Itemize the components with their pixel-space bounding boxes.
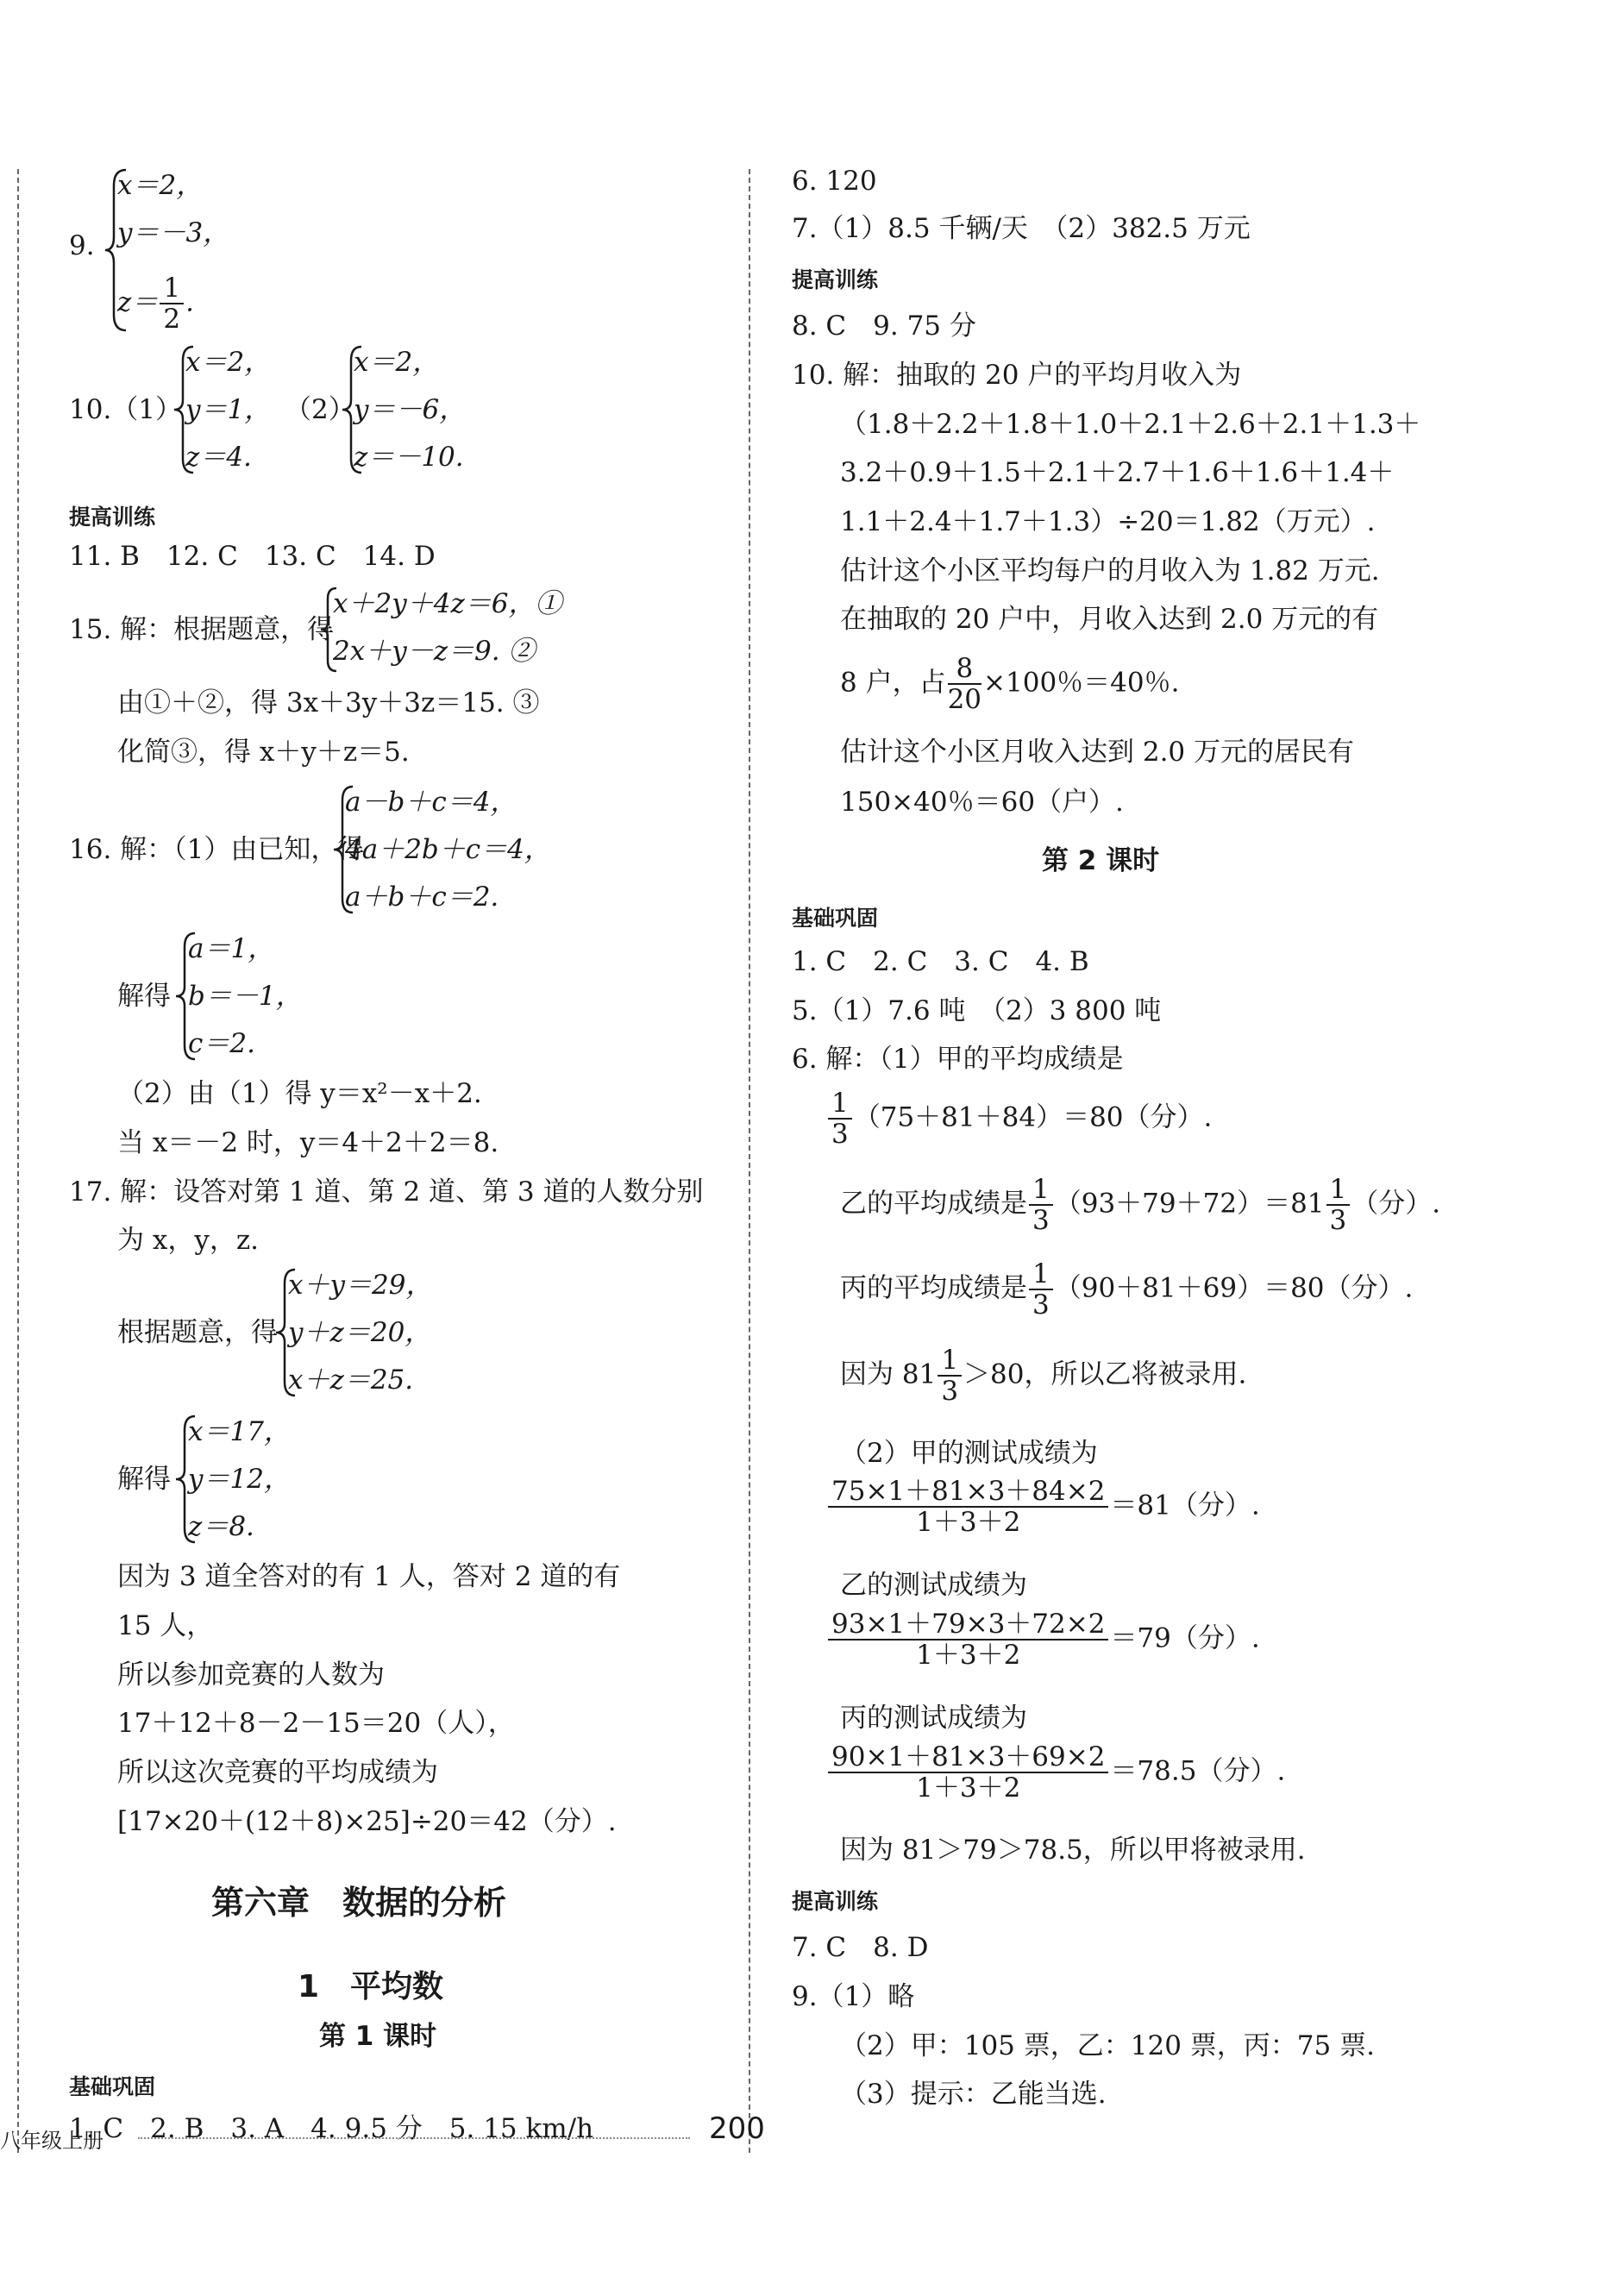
b6-l3-mid: （93＋79＋72）＝81 [1054, 1188, 1325, 1220]
q16-sol-3: c＝2. [188, 1028, 255, 1059]
answers-11-14: 11. B 12. C 13. C 14. D [69, 541, 436, 572]
a10-line-2: （1.8＋2.2＋1.8＋1.0＋2.1＋2.6＋2.1＋1.3＋ [840, 409, 1421, 440]
b6-line-3 [840, 1175, 1440, 1235]
a10-frac-den: 20 [947, 684, 982, 715]
q9-eq-3 [117, 273, 194, 334]
q17-sol-2: y＝12， [188, 1464, 291, 1495]
q16-sol-2: b＝－1， [188, 981, 303, 1012]
frac-den: 3 [831, 1119, 849, 1150]
b6-l3-fraction [1029, 1175, 1053, 1235]
b6-line-6: （2）甲的测试成绩为 [840, 1438, 1098, 1469]
b6-l5-post: ＞80，所以乙将被录用. [963, 1358, 1247, 1390]
b6-l7-fraction [828, 1477, 1108, 1537]
frac-den: 3 [1032, 1289, 1050, 1321]
answers-b1-4: 1. C 2. C 3. C 4. B [792, 946, 1089, 977]
a10-fraction [948, 654, 981, 714]
frac-den: 1＋3＋2 [916, 1507, 1021, 1538]
q10-eq2-3: z＝－10. [354, 442, 464, 473]
q16-label: 16. 解：（1）由已知，得 [69, 834, 365, 865]
q17-line-4: 15 人， [117, 1610, 214, 1641]
b6-l3-pre: 乙的平均成绩是 [840, 1188, 1027, 1220]
q15-label: 15. 解：根据题意，得 [69, 614, 335, 645]
q16-line-2: （2）由（1）得 y＝x²－x＋2. [117, 1078, 482, 1109]
b6-l2-post: （75＋81＋84）＝80（分）. [853, 1101, 1213, 1133]
q17-line-6: 17＋12＋8－2－15＝20（人）， [117, 1708, 515, 1739]
b6-line-1: 6. 解：（1）甲的平均成绩是 [792, 1044, 1124, 1075]
chapter-title: 第六章 数据的分析 [211, 1884, 507, 1922]
q9-fraction [160, 273, 184, 334]
a10-line-1: 10. 解：抽取的 20 户的平均月收入为 [792, 360, 1242, 391]
frac-num: 75×1＋81×3＋84×2 [828, 1477, 1108, 1508]
b6-line-10: 丙的测试成绩为 [840, 1703, 1027, 1734]
frac-num: 93×1＋79×3＋72×2 [828, 1609, 1108, 1640]
middle-cut-line [749, 169, 750, 2153]
b6-line-12: 因为 81＞79＞78.5，所以甲将被录用. [840, 1835, 1306, 1866]
frac-den: 3 [941, 1376, 959, 1407]
q9-z-prefix: z＝ [117, 286, 159, 318]
answer-6: 6. 120 [792, 166, 877, 197]
q17-sol-3: z＝8. [188, 1511, 254, 1542]
frac-den: 1＋3＋2 [916, 1640, 1021, 1671]
c9-line-3: （3）提示：乙能当选. [840, 2079, 1107, 2110]
q9-z-suffix: . [185, 286, 194, 318]
q10-eq2-1: x＝2， [354, 347, 440, 378]
q15-line-3: 化简③，得 x＋y＋z＝5. [117, 737, 410, 768]
b6-l4-fraction [1029, 1259, 1053, 1320]
q10-eq1-2: y＝1， [185, 394, 272, 425]
q17-sol-label: 解得 [117, 1464, 171, 1495]
q16-eq-3: a＋b＋c＝2. [345, 881, 499, 913]
b6-l9-post: ＝79（分）. [1110, 1622, 1260, 1654]
a10-line-9: 150×40％＝60（户）. [840, 787, 1124, 818]
q10-eq2-2: y＝－6， [354, 394, 467, 425]
b6-l4-pre: 丙的平均成绩是 [840, 1272, 1027, 1304]
answer-7: 7.（1）8.5 千辆/天 （2）382.5 万元 [792, 213, 1251, 244]
q16-eq-2: 4a＋2b＋c＝4， [345, 834, 551, 865]
a10-line-6: 在抽取的 20 户中，月收入达到 2.0 万元的有 [840, 604, 1379, 635]
a10-line-4: 1.1＋2.4＋1.7＋1.3）÷20＝1.82（万元）. [840, 506, 1376, 537]
b6-line-4 [840, 1259, 1413, 1320]
b6-line-9 [826, 1609, 1260, 1670]
q9-eq-2: y＝－3， [117, 217, 230, 248]
q17-sol-1: x＝17， [188, 1416, 291, 1447]
q9-frac-num: 1 [160, 273, 184, 304]
frac-num: 1 [1029, 1175, 1053, 1206]
q16-sol-1: a＝1， [188, 933, 275, 964]
footer-book-label: 八年级上册 [0, 2129, 103, 2153]
frac-den: 3 [1032, 1205, 1050, 1236]
frac-num: 1 [938, 1346, 962, 1377]
a10-line-3: 3.2＋0.9＋1.5＋2.1＋2.7＋1.6＋1.6＋1.4＋ [840, 457, 1395, 488]
answers-1-5: 1. C 2. B 3. A 4. 9.5 分 5. 15 km/h [69, 2113, 594, 2144]
lesson-title-2: 第 2 课时 [1042, 845, 1160, 876]
b6-l2-fraction [828, 1088, 852, 1149]
frac-den: 1＋3＋2 [916, 1772, 1021, 1804]
b6-l5-pre: 因为 81 [840, 1358, 937, 1390]
q17-line-8: [17×20＋(12＋8)×25]÷20＝42（分）. [117, 1806, 617, 1837]
frac-num: 1 [1029, 1259, 1053, 1290]
b6-l9-fraction [828, 1609, 1108, 1670]
q15-eq-1: x＋2y＋4z＝6，① [333, 588, 562, 619]
frac-num: 1 [828, 1088, 852, 1120]
q10-eq1-1: x＝2， [185, 347, 272, 378]
q17-eq-3: x＋z＝25. [288, 1364, 414, 1396]
section-heading-advanced: 提高训练 [792, 267, 879, 292]
b6-line-5 [840, 1346, 1246, 1406]
b6-line-8: 乙的测试成绩为 [840, 1570, 1027, 1601]
q17-sys-label: 根据题意，得 [117, 1317, 278, 1348]
b6-l11-post: ＝78.5（分）. [1110, 1755, 1286, 1787]
c9-line-1: 9.（1）略 [792, 1981, 915, 2012]
q10-eq1-3: z＝4. [185, 442, 252, 473]
a10-line-5: 估计这个小区平均每户的月收入为 1.82 万元. [840, 555, 1380, 587]
q17-eq-2: y＋z＝20， [288, 1317, 432, 1348]
q9-frac-den: 2 [163, 304, 181, 335]
q16-eq-1: a－b＋c＝4， [345, 787, 517, 818]
a10-line-7 [840, 654, 1179, 714]
b6-line-11 [826, 1742, 1285, 1803]
q9-eq-1: x＝2， [117, 170, 204, 201]
a10-l7-pre: 8 户，占 [840, 667, 946, 699]
a10-line-8: 估计这个小区月收入达到 2.0 万元的居民有 [840, 737, 1355, 768]
section-title: 1 平均数 [298, 1969, 444, 2004]
q10-label-2: （2） [285, 394, 355, 425]
q15-line-2: 由①＋②，得 3x＋3y＋3z＝15. ③ [117, 687, 540, 718]
answers-8-9: 8. C 9. 75 分 [792, 311, 976, 342]
frac-den: 3 [1329, 1205, 1347, 1236]
section-heading-basic: 基础巩固 [69, 2074, 156, 2099]
q9-label: 9. [69, 230, 95, 261]
footer-dotted-rule [138, 2137, 690, 2139]
b6-line-2 [826, 1088, 1212, 1149]
section-heading-basic: 基础巩固 [792, 906, 879, 931]
section-heading-advanced: 提高训练 [69, 505, 156, 530]
lesson-title-1: 第 1 课时 [319, 2021, 437, 2052]
a10-l7-post: ×100％＝40％. [983, 667, 1180, 699]
b6-l4-post: （90＋81＋69）＝80（分）. [1054, 1272, 1414, 1304]
q17-eq-1: x＋y＝29， [288, 1270, 433, 1301]
q17-line-2: 为 x，y，z. [117, 1225, 260, 1256]
q16-sol-label: 解得 [117, 981, 171, 1012]
b6-l3-post: （分）. [1351, 1188, 1441, 1220]
b6-line-7 [826, 1477, 1260, 1537]
c9-line-2: （2）甲：105 票，乙：120 票，丙：75 票. [840, 2030, 1375, 2061]
section-heading-advanced-2: 提高训练 [792, 1889, 879, 1914]
b6-l11-fraction [828, 1742, 1108, 1803]
page-number: 200 [709, 2111, 765, 2146]
a10-frac-num: 8 [948, 654, 981, 685]
answer-b5: 5.（1）7.6 吨 （2）3 800 吨 [792, 995, 1162, 1026]
b6-l3-fraction-2 [1326, 1175, 1351, 1235]
q17-line-3: 因为 3 道全答对的有 1 人，答对 2 道的有 [117, 1561, 621, 1592]
q15-eq-2: 2x＋y－z＝9. ② [333, 636, 536, 667]
q17-line-1: 17. 解：设答对第 1 道、第 2 道、第 3 道的人数分别 [69, 1176, 704, 1208]
answers-c7-8: 7. C 8. D [792, 1932, 929, 1963]
b6-l5-fraction [938, 1346, 962, 1406]
q16-line-3: 当 x＝－2 时，y＝4＋2＋2＝8. [117, 1127, 499, 1158]
q10-label: 10.（1） [69, 394, 183, 425]
left-cut-line [17, 169, 19, 2153]
b6-l7-post: ＝81（分）. [1110, 1490, 1260, 1521]
q17-line-5: 所以参加竞赛的人数为 [117, 1659, 385, 1691]
q17-line-7: 所以这次竞赛的平均成绩为 [117, 1757, 438, 1788]
frac-num: 90×1＋81×3＋69×2 [828, 1742, 1108, 1773]
frac-num: 1 [1326, 1175, 1351, 1206]
